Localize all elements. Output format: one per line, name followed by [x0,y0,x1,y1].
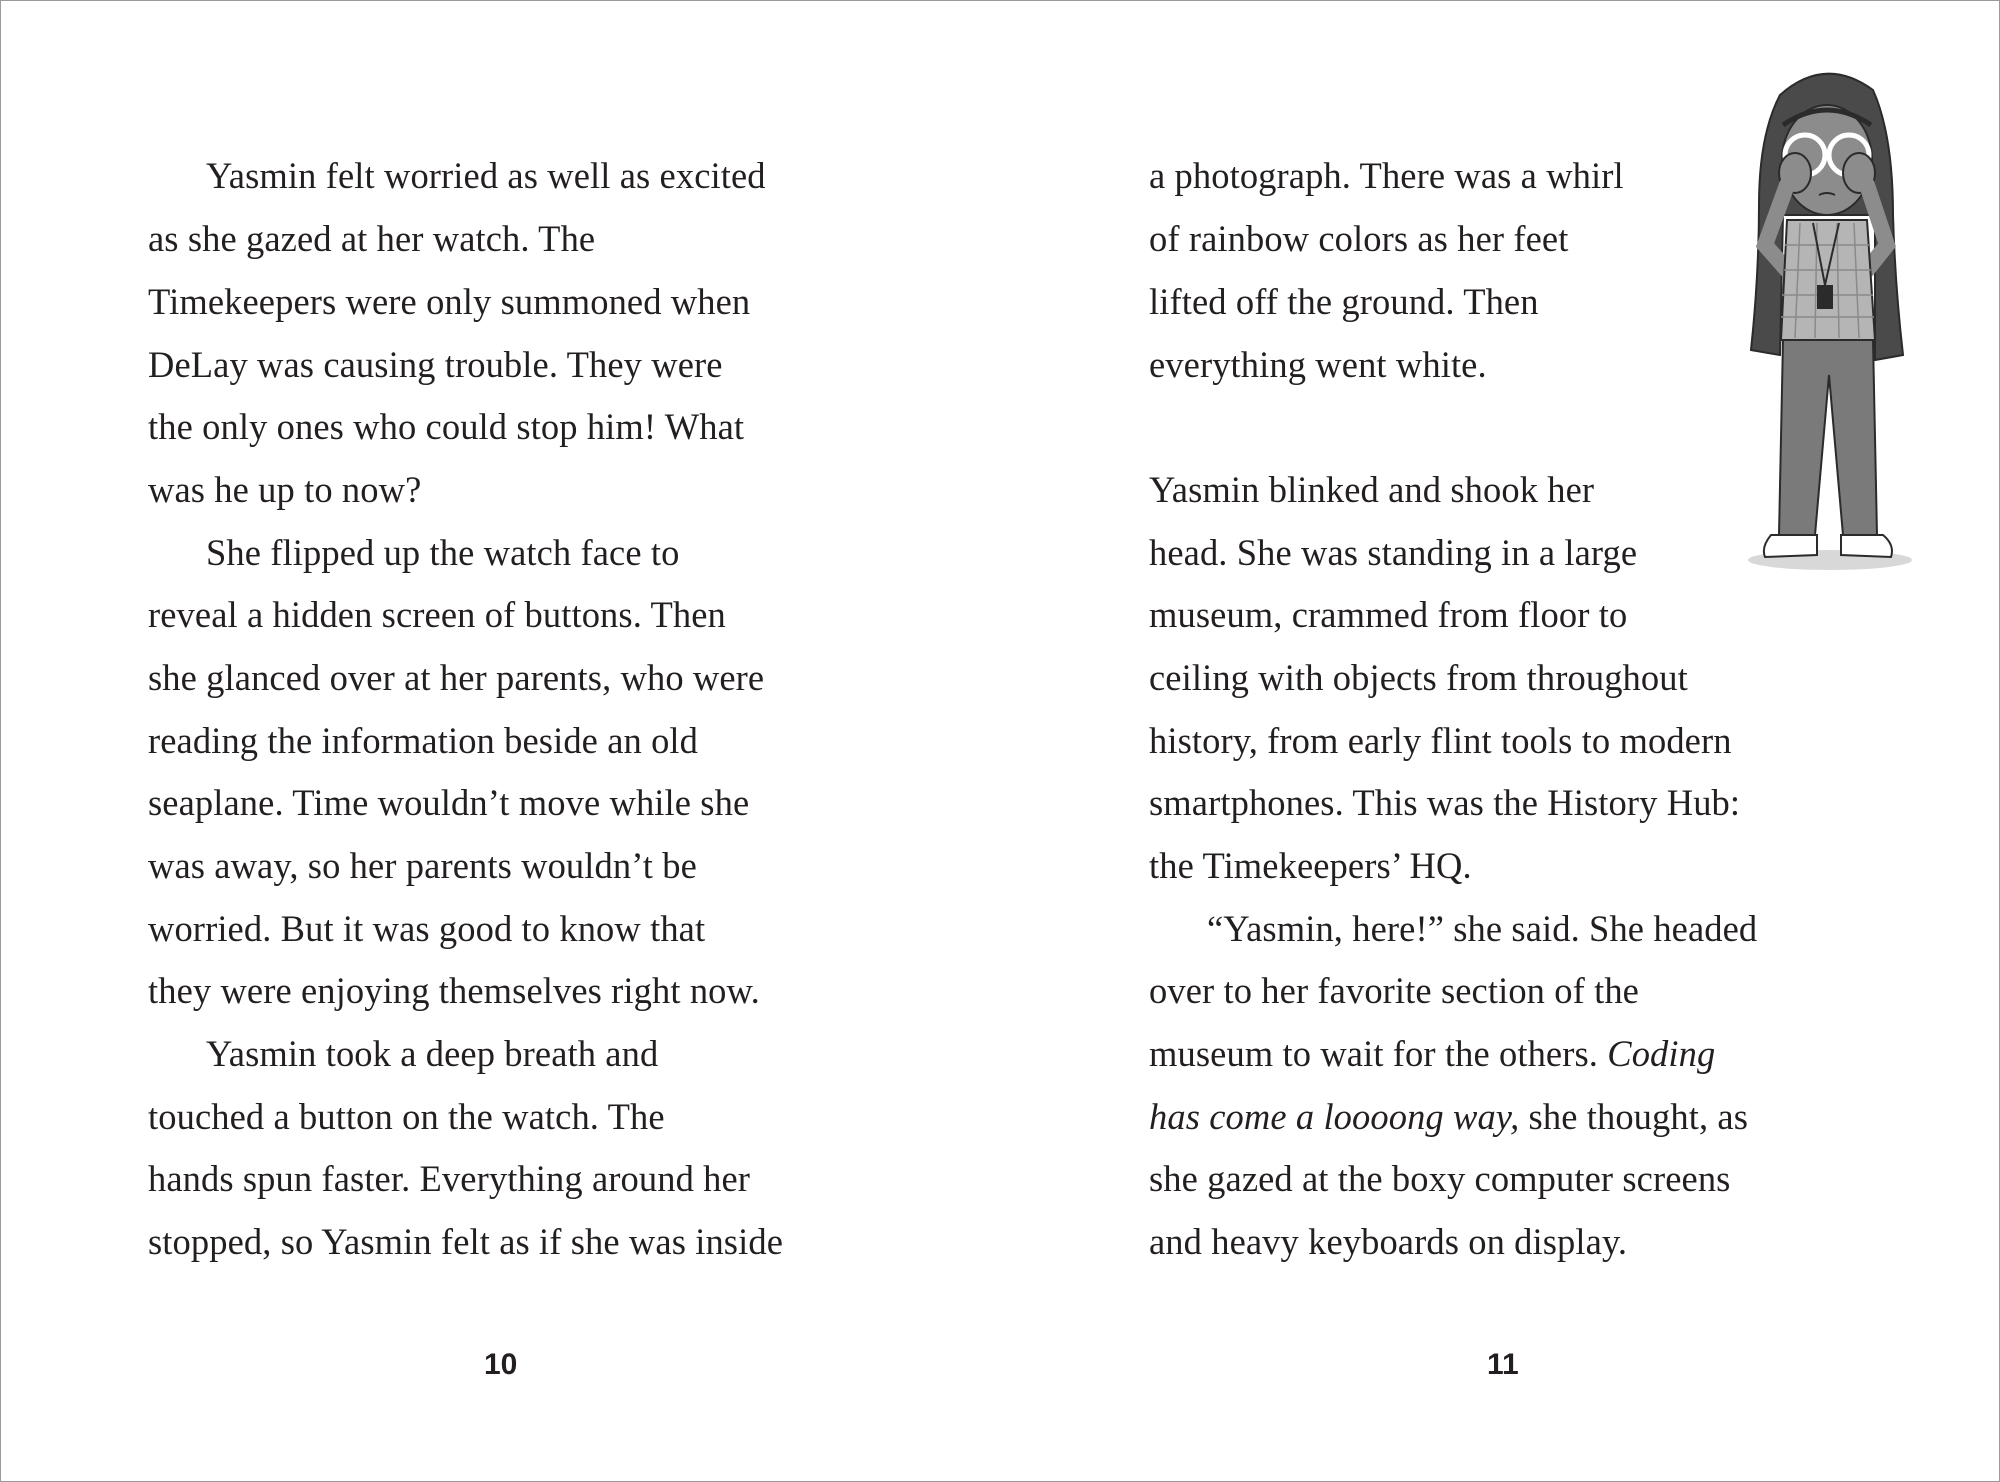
text-line: everything went white. [1149,344,1487,385]
text-line: “Yasmin, here!” she said. She headed [1207,908,1758,949]
text-line: ceiling with objects from throughout [1149,657,1688,698]
text-line: reveal a hidden screen of buttons. Then [148,594,726,635]
text-segment: museum to wait for the others. [1149,1033,1599,1074]
text-line: museum, crammed from floor to [1149,594,1628,635]
pants [1779,340,1877,535]
id-badge [1817,285,1833,309]
text-line: as she gazed at her watch. The [148,218,596,259]
text-line: DeLay was causing trouble. They were [148,344,723,385]
text-line: lifted off the ground. Then [1149,281,1539,322]
text-line: history, from early flint tools to modern [1149,720,1732,761]
text-line: head. She was standing in a large [1149,532,1638,573]
italic-text-segment: Coding [1607,1033,1716,1074]
text-line: she glanced over at her parents, who were [148,657,765,698]
text-line: Yasmin felt worried as well as excited [206,155,766,196]
text-line [1149,1033,1716,1074]
text-line: a photograph. There was a whirl [1149,155,1624,196]
text-line: was away, so her parents wouldn’t be [148,845,697,886]
text-line: stopped, so Yasmin felt as if she was inside [148,1221,784,1262]
text-line: seaplane. Time wouldn’t move while she [148,782,750,823]
girl-with-glasses-illustration [1725,55,1925,585]
text-line: touched a button on the watch. The [148,1096,665,1137]
text-line: over to her favorite section of the [1149,970,1639,1011]
text-line: Yasmin took a deep breath and [206,1033,659,1074]
text-line: reading the information beside an old [148,720,699,761]
left-shoe [1764,535,1817,557]
text-line: Timekeepers were only summoned when [148,281,751,322]
text-line: and heavy keyboards on display. [1149,1221,1628,1262]
text-line: She flipped up the watch face to [206,532,680,573]
text-line [1149,1096,1749,1137]
text-line: they were enjoying themselves right now. [148,970,760,1011]
text-line: Yasmin blinked and shook her [1149,469,1595,510]
right-shoe [1841,535,1892,557]
text-line: was he up to now? [148,469,422,510]
page-number: 10 [484,1348,518,1381]
italic-text-segment: has come a loooong way, [1149,1096,1520,1137]
text-line: of rainbow colors as her feet [1149,218,1569,259]
text-line: the only ones who could stop him! What [148,406,745,447]
text-line: worried. But it was good to know that [148,908,706,949]
text-line: she gazed at the boxy computer screens [1149,1158,1731,1199]
page-number: 11 [1487,1348,1519,1381]
text-segment: she thought, as [1528,1096,1749,1137]
text-line: the Timekeepers’ HQ. [1149,845,1472,886]
text-line: hands spun faster. Everything around her [148,1158,751,1199]
text-line: smartphones. This was the History Hub: [1149,782,1741,823]
